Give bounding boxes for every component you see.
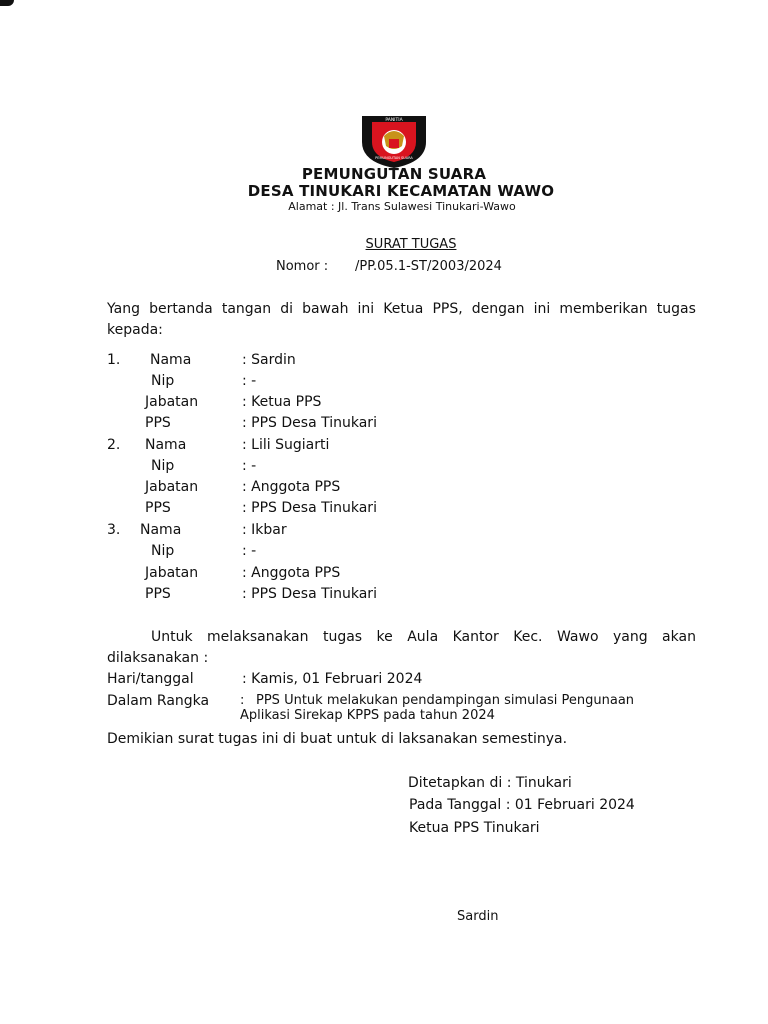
person-1-jabatan-value: : Ketua PPS [242, 394, 322, 410]
person-2-nama: Lili Sugiarti [251, 437, 330, 453]
person-1-pps: PPS Desa Tinukari [251, 415, 377, 431]
person-2-nip-label: Nip [151, 458, 175, 474]
person-2-jabatan: Anggota PPS [251, 479, 341, 495]
person-3-jabatan: Anggota PPS [251, 565, 341, 581]
person-1-number: 1. [107, 352, 121, 368]
intro-word: ini [357, 301, 375, 317]
person-2-pps-value: : PPS Desa Tinukari [242, 500, 377, 516]
person-2-pps: PPS Desa Tinukari [251, 500, 377, 516]
intro-word: tangan [221, 301, 272, 317]
person-1-nama-value: : Sardin [242, 352, 296, 368]
person-3-nip-value: : - [242, 543, 257, 559]
person-2-nama-value: : Lili Sugiarti [242, 437, 330, 453]
person-2-number: 2. [107, 437, 121, 453]
person-1-nama: Sardin [251, 352, 296, 368]
intro-word: dengan [471, 301, 525, 317]
intro-word: di [280, 301, 293, 317]
person-2-pps-label: PPS [145, 500, 171, 516]
intro-word: bertanda [149, 301, 213, 317]
nomor-value: /PP.05.1-ST/2003/2024 [355, 259, 502, 274]
intro-word: Ketua [383, 301, 424, 317]
hari-tanggal-value: : Kamis, 01 Februari 2024 [242, 671, 423, 687]
person-1-jabatan: Ketua PPS [251, 394, 322, 410]
logo-badge-bottom-text: PEMUNGUTAN SUARA [375, 156, 413, 160]
hari-tanggal-label: Hari/tanggal [107, 671, 194, 687]
header-address: Alamat : Jl. Trans Sulawesi Tinukari-Wawo [288, 200, 516, 213]
person-3-jabatan-label: Jabatan [145, 565, 199, 581]
purpose-word: Aula [407, 629, 439, 645]
signature-jabatan: Ketua PPS Tinukari [409, 820, 540, 836]
intro-line-1 [107, 301, 696, 317]
person-1-nip-label: Nip [151, 373, 175, 389]
dalam-rangka-colon: : [240, 693, 245, 708]
person-3-jabatan-value: : Anggota PPS [242, 565, 341, 581]
purpose-word: yang [612, 629, 648, 645]
purpose-line-2: dilaksanakan : [107, 650, 209, 666]
person-3-pps-value: : PPS Desa Tinukari [242, 586, 377, 602]
intro-word: memberikan [559, 301, 648, 317]
purpose-word: tugas [322, 629, 363, 645]
purpose-word: ke [376, 629, 393, 645]
closing-statement: Demikian surat tugas ini di buat untuk di laksanakan semestinya. [107, 731, 568, 747]
signature-ditetapkan: Ditetapkan di : Tinukari [408, 775, 572, 791]
dalam-rangka-value-line-1: PPS Untuk melakukan pendampingan simulasi Pengunaan [256, 693, 635, 708]
person-2-nip-value: : - [242, 458, 257, 474]
person-1-jabatan-label: Jabatan [145, 394, 199, 410]
dalam-rangka-value-line-2: Aplikasi Sirekap KPPS pada tahun 2024 [240, 708, 495, 723]
intro-word: Yang [107, 301, 140, 317]
purpose-word: Kantor [452, 629, 499, 645]
document-title: SURAT TUGAS [365, 237, 457, 252]
person-1-pps-value: : PPS Desa Tinukari [242, 415, 377, 431]
person-1-nama-label: Nama [150, 352, 192, 368]
pps-logo-emblem [358, 112, 430, 170]
person-3-pps: PPS Desa Tinukari [251, 586, 377, 602]
person-3-pps-label: PPS [145, 586, 171, 602]
person-3-nama-label: Nama [140, 522, 182, 538]
header-line-1: PEMUNGUTAN SUARA [301, 165, 487, 183]
purpose-word: melaksanakan [207, 629, 309, 645]
person-3-number: 3. [107, 522, 121, 538]
header-line-2: DESA TINUKARI KECAMATAN WAWO [247, 182, 555, 200]
nomor-label: Nomor : [276, 259, 329, 274]
signature-tanggal: Pada Tanggal : 01 Februari 2024 [409, 797, 635, 813]
person-2-nip: - [251, 458, 257, 474]
intro-word: PPS, [432, 301, 463, 317]
person-3-nama: Ikbar [251, 522, 287, 538]
intro-word: bawah [302, 301, 349, 317]
person-2-jabatan-value: : Anggota PPS [242, 479, 341, 495]
person-3-nama-value: : Ikbar [242, 522, 287, 538]
page-corner-mark [0, 0, 14, 6]
intro-line-2: kepada: [107, 322, 163, 338]
person-1-nip-value: : - [242, 373, 257, 389]
purpose-word: akan [662, 629, 696, 645]
dalam-rangka-label: Dalam Rangka [107, 693, 210, 709]
person-1-pps-label: PPS [145, 415, 171, 431]
person-2-jabatan-label: Jabatan [145, 479, 199, 495]
logo-badge-top-text: PANITIA [385, 118, 403, 123]
person-2-nama-label: Nama [145, 437, 187, 453]
person-3-nip-label: Nip [151, 543, 175, 559]
intro-word: ini [533, 301, 551, 317]
purpose-word: Kec. [513, 629, 543, 645]
signature-name: Sardin [457, 909, 499, 924]
purpose-line-1 [151, 629, 696, 645]
person-1-nip: - [251, 373, 257, 389]
person-3-nip: - [251, 543, 257, 559]
purpose-word: Untuk [151, 629, 193, 645]
intro-word: tugas [656, 301, 696, 317]
purpose-word: Wawo [556, 629, 599, 645]
